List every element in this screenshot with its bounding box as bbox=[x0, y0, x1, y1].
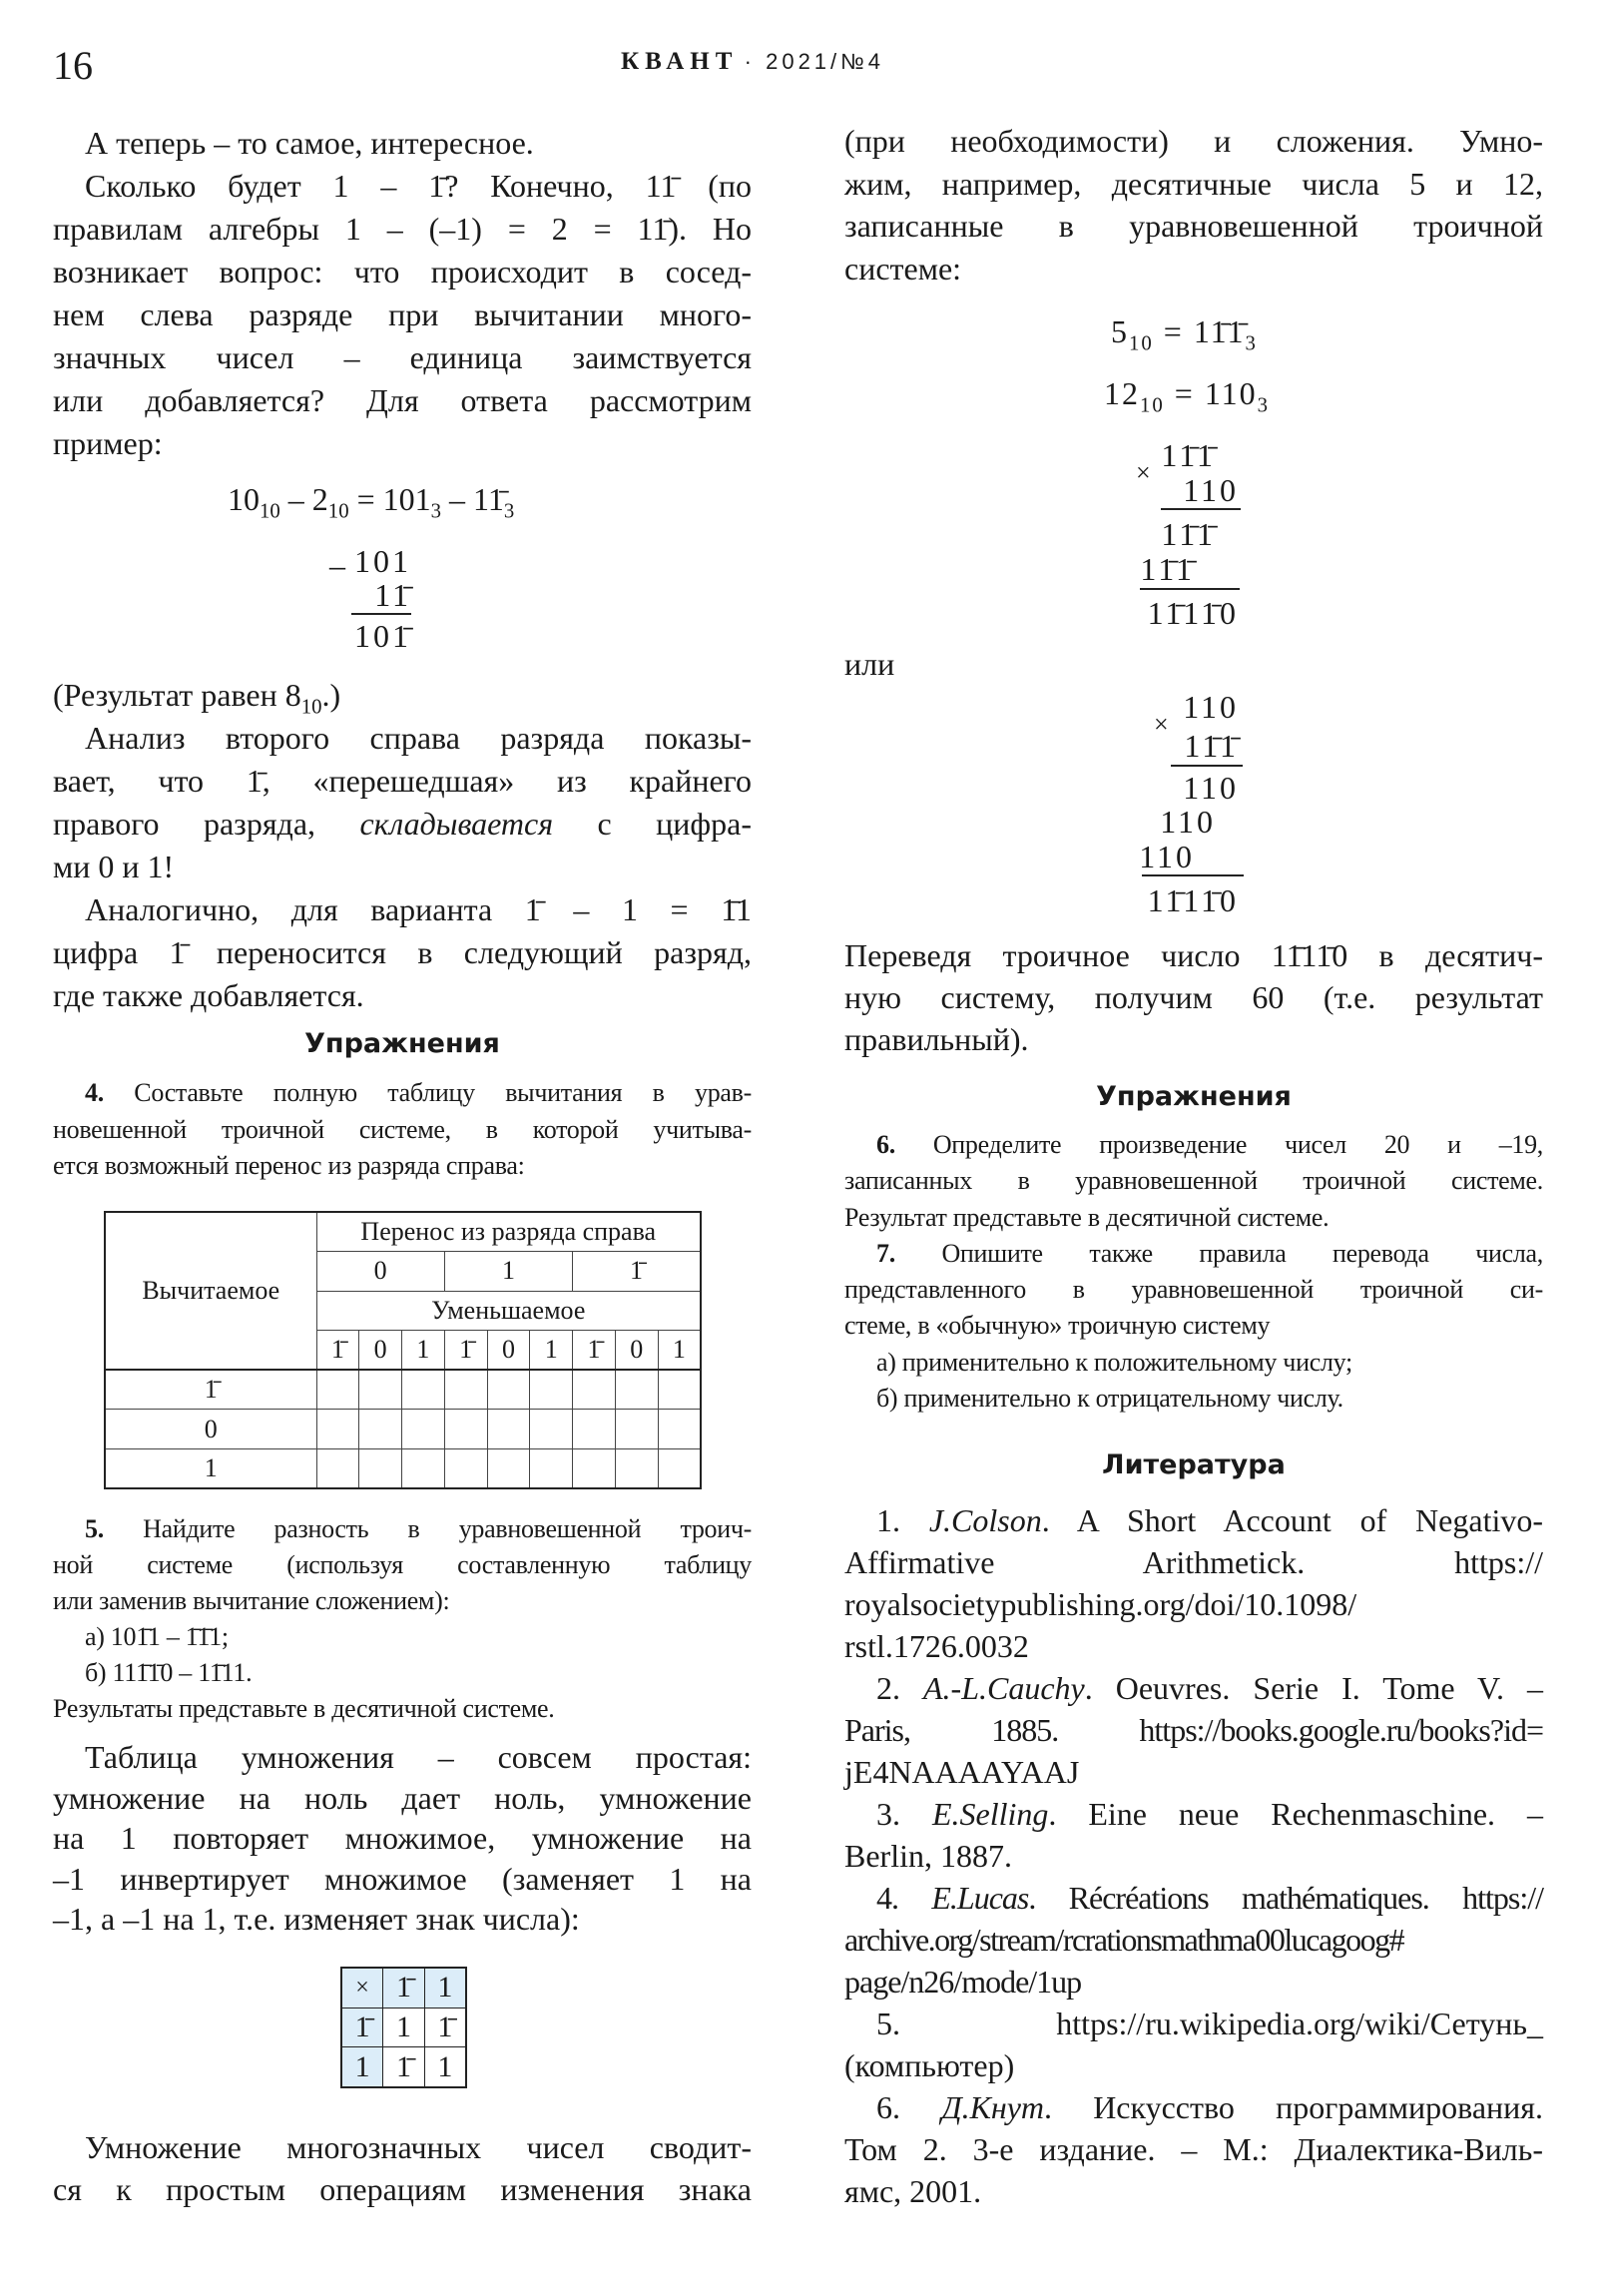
text-segment: . Искусство программирования. bbox=[1044, 2089, 1544, 2125]
text-line: ется возможный перенос из разряда справа: bbox=[53, 1151, 525, 1180]
text-line bbox=[844, 1236, 1543, 1272]
empty-cell bbox=[487, 1410, 530, 1448]
text-segment: с цифра- bbox=[553, 806, 753, 842]
text-line: ной системе (используя составленную таблицу bbox=[53, 1550, 752, 1579]
issue-number: · 2021/№4 bbox=[744, 49, 884, 74]
text-line: или добавляется? Для ответа рассмотрим bbox=[53, 382, 752, 418]
product-cell: 1 bbox=[424, 2047, 466, 2087]
minuend-value: 1 bbox=[658, 1330, 701, 1370]
text-segment: . Récréations mathématiques. https:// bbox=[1028, 1880, 1544, 1916]
text-line: на 1 повторяет множимое, умножение на bbox=[53, 1820, 752, 1856]
ref-link[interactable]: jE4NAAAAYAAJ bbox=[844, 1754, 1080, 1790]
text-line: ми 0 и 1! bbox=[53, 849, 175, 884]
difference-row: 101̄ bbox=[354, 618, 411, 654]
text-line: Переведя троичное число 11̄11̄0 в десятич- bbox=[844, 937, 1543, 973]
or-text: или bbox=[844, 646, 895, 682]
ref-author: A.-L.Cauchy bbox=[923, 1670, 1085, 1706]
minuend-value: 1̄ bbox=[444, 1330, 487, 1370]
ref-number: 6. bbox=[876, 2089, 942, 2125]
text-line bbox=[844, 1127, 1543, 1163]
ref-link[interactable]: archive.org/stream/rcrationsmathma00lucagoog# bbox=[844, 1922, 1404, 1958]
exercise-number: 4. bbox=[85, 1078, 104, 1107]
minuend-value: 1̄ bbox=[316, 1330, 359, 1370]
times-sign: × bbox=[1136, 458, 1154, 487]
empty-cell bbox=[359, 1448, 402, 1488]
reference-item bbox=[844, 2003, 1543, 2044]
minuend-header: Уменьшаемое bbox=[316, 1291, 701, 1330]
eq-subscript: 10 bbox=[327, 499, 349, 523]
ref-link[interactable]: page/n26/mode/1up bbox=[844, 1964, 1082, 2000]
text-line: представленного в уравновешенной троичной си- bbox=[844, 1275, 1543, 1305]
subtrahend-value: 1 bbox=[105, 1448, 316, 1488]
times-symbol: × bbox=[341, 1968, 383, 2008]
text-line: Результат представьте в десятичной системе. bbox=[844, 1202, 1330, 1232]
text-segment: . Oeuvres. Serie I. Tome V. – bbox=[1084, 1670, 1544, 1706]
empty-cell bbox=[615, 1448, 658, 1488]
text-line bbox=[53, 1511, 752, 1547]
multiplication-paragraph bbox=[53, 2126, 752, 2210]
result-subscript: 10 bbox=[300, 695, 322, 719]
eq-subscript: 3 bbox=[1257, 393, 1271, 417]
running-header bbox=[621, 48, 884, 76]
ref-author: Д.Кнут bbox=[941, 2089, 1044, 2125]
exercise-5 bbox=[53, 1511, 752, 1727]
text-line: Анализ второго справа разряда показы- bbox=[85, 720, 752, 756]
reference-item bbox=[844, 1667, 1543, 1709]
multiplier-row: 110 bbox=[1183, 472, 1239, 508]
text-line: ся к простым операциям изменения знака bbox=[53, 2171, 752, 2207]
times-sign: × bbox=[1154, 710, 1172, 739]
product-row: 11̄11̄0 bbox=[1147, 882, 1239, 918]
text-line: б) 111̄1̄0 – 11̄11. bbox=[85, 1658, 253, 1687]
equation-subtraction bbox=[228, 481, 515, 523]
ref-link[interactable]: (компьютер) bbox=[844, 2047, 1015, 2083]
empty-cell bbox=[615, 1370, 658, 1410]
text-segment: . Eine neue Rechenmaschine. – bbox=[1048, 1796, 1544, 1832]
empty-cell bbox=[402, 1410, 445, 1448]
carry-value: 1 bbox=[444, 1252, 572, 1291]
subtrahend-value: 1̄ bbox=[105, 1370, 316, 1410]
text-line: стеме, в «обычную» троичную систему bbox=[844, 1311, 1271, 1341]
text-line: цифра 1̄ переносится в следующий разряд, bbox=[53, 934, 752, 970]
text-line: б) применительно к отрицательному числу. bbox=[876, 1384, 1343, 1414]
result-text: .) bbox=[321, 677, 341, 713]
empty-cell bbox=[573, 1448, 616, 1488]
multiplication-rule bbox=[1171, 765, 1243, 767]
eq-subscript: 3 bbox=[503, 499, 515, 523]
text-line: Таблица умножения – совсем простая: bbox=[85, 1739, 752, 1775]
text-line: значных чисел – единица заимствуется bbox=[53, 339, 752, 375]
empty-cell bbox=[444, 1410, 487, 1448]
minuend-value: 0 bbox=[487, 1330, 530, 1370]
eq-part: 10 bbox=[228, 481, 260, 517]
text-line: Результаты представьте в десятичной системе. bbox=[53, 1694, 555, 1723]
text-line: нем слева разряде при вычитании много- bbox=[53, 296, 752, 332]
minuend-value: 0 bbox=[359, 1330, 402, 1370]
reference-item bbox=[844, 1877, 1543, 1919]
text-line: Berlin, 1887. bbox=[844, 1838, 1012, 1874]
minuend-value: 1̄ bbox=[573, 1330, 616, 1370]
subtrahend-header: Вычитаемое bbox=[105, 1212, 316, 1370]
text-line: –1, а –1 на 1, т.е. изменяет знак числа): bbox=[53, 1901, 580, 1937]
subtrahend-value: 0 bbox=[105, 1410, 316, 1448]
multiplication-rule bbox=[1142, 874, 1244, 876]
text-line: Том 2. 3-е издание. – М.: Диалектика-Виль- bbox=[844, 2131, 1543, 2167]
text-line: Affirmative Arithmetick. https:// bbox=[844, 1544, 1543, 1580]
empty-cell bbox=[444, 1370, 487, 1410]
multiplier-row: 11̄1̄ bbox=[1184, 728, 1239, 764]
product-cell: 1 bbox=[383, 2008, 425, 2047]
partial-product-row: 110 bbox=[1139, 839, 1195, 874]
page-number: 16 bbox=[53, 43, 93, 88]
empty-cell bbox=[573, 1370, 616, 1410]
reference-item bbox=[844, 2086, 1543, 2128]
ref-number: 2. bbox=[876, 1670, 923, 1706]
text-line: (при необходимости) и сложения. Умно- bbox=[844, 123, 1543, 159]
empty-cell bbox=[402, 1370, 445, 1410]
journal-name: КВАНТ bbox=[621, 48, 739, 75]
product-cell: 1̄ bbox=[383, 2047, 425, 2087]
eq-part: – 2 bbox=[279, 481, 328, 517]
text-line: или заменив вычитание сложением): bbox=[53, 1586, 450, 1615]
section-heading-exercises: Упражнения bbox=[1096, 1081, 1292, 1112]
subtraction-rule bbox=[351, 613, 411, 615]
ref-link[interactable]: rstl.1726.0032 bbox=[844, 1628, 1029, 1664]
reference-item bbox=[844, 1499, 1543, 1541]
empty-cell bbox=[487, 1370, 530, 1410]
eq-subscript: 10 bbox=[260, 499, 280, 523]
left-paragraphs-2 bbox=[53, 674, 752, 1017]
result-text: (Результат равен 8 bbox=[53, 677, 301, 713]
text-line: умножение на ноль дает ноль, умножение bbox=[53, 1779, 752, 1816]
text-line bbox=[53, 674, 752, 717]
ref-link[interactable]: Paris, 1885. https://books.google.ru/books?id= bbox=[844, 1712, 1543, 1748]
carry-value: 1̄ bbox=[573, 1252, 701, 1291]
product-cell: 1̄ bbox=[424, 2008, 466, 2047]
eq-part: 5 bbox=[1111, 313, 1129, 349]
text-line: вает, что 1̄, «перешедшая» из крайнего bbox=[53, 763, 752, 799]
empty-cell bbox=[573, 1410, 616, 1448]
eq-subscript: 3 bbox=[430, 499, 442, 523]
text-line: Аналогично, для варианта 1̄ – 1 = 1̄1 bbox=[85, 891, 752, 927]
eq-subscript: 10 bbox=[1129, 331, 1154, 355]
empty-cell bbox=[359, 1370, 402, 1410]
multiplication-intro bbox=[53, 1737, 752, 1940]
empty-cell bbox=[530, 1410, 573, 1448]
partial-product-row: 11̄1̄ bbox=[1140, 551, 1195, 587]
empty-cell bbox=[658, 1370, 701, 1410]
empty-cell bbox=[658, 1448, 701, 1488]
eq-part: – 11̄ bbox=[441, 481, 504, 517]
minuend-value: 1 bbox=[402, 1330, 445, 1370]
text-line: –1 инвертирует множимое (заменяет 1 на bbox=[53, 1860, 752, 1897]
text-line: А теперь – то самое, интересное. bbox=[85, 125, 534, 161]
text-segment: . A Short Account of Negativo- bbox=[1041, 1502, 1544, 1538]
text-line: записанных в уравновешенной троичной системе. bbox=[844, 1166, 1543, 1196]
text-line: новешенной троичной системе, в которой учитыва- bbox=[53, 1114, 752, 1144]
empty-cell bbox=[530, 1448, 573, 1488]
empty-cell bbox=[316, 1410, 359, 1448]
references-list bbox=[844, 1499, 1543, 2212]
text-line: жим, например, десятичные числа 5 и 12, bbox=[844, 165, 1543, 202]
minus-sign: – bbox=[329, 547, 348, 583]
table-row bbox=[105, 1410, 701, 1448]
ref-number: 4. bbox=[876, 1880, 932, 1916]
text-line: правилам алгебры 1 – (–1) = 2 = 11̄). Но bbox=[53, 211, 752, 247]
multiplication-rule bbox=[1140, 588, 1240, 590]
carry-value: 0 bbox=[316, 1252, 444, 1291]
minuend-value: 0 bbox=[615, 1330, 658, 1370]
exercises-6-7 bbox=[844, 1127, 1543, 1417]
section-heading-literature: Литература bbox=[1102, 1449, 1286, 1480]
ref-number: 5. bbox=[876, 2006, 1057, 2041]
empty-cell bbox=[316, 1448, 359, 1488]
text-line: а) 101̄1 – 1̄1̄1; bbox=[85, 1622, 229, 1651]
text-line: ную систему, получим 60 (т.е. результат bbox=[844, 979, 1543, 1015]
eq-part: = 101 bbox=[348, 481, 431, 517]
ref-link[interactable]: royalsocietypublishing.org/doi/10.1098/ bbox=[844, 1586, 1357, 1622]
empty-cell bbox=[444, 1448, 487, 1488]
reference-item bbox=[844, 1793, 1543, 1835]
minuend-row: 101 bbox=[354, 543, 411, 579]
text-line: возникает вопрос: что происходит в сосед- bbox=[53, 254, 752, 289]
row-header-cell: 1 bbox=[341, 2047, 383, 2087]
empty-cell bbox=[359, 1410, 402, 1448]
text-segment: Составьте полную таблицу вычитания в урав- bbox=[103, 1078, 752, 1107]
equation-twelve bbox=[1104, 375, 1271, 417]
ref-number: 1. bbox=[876, 1502, 929, 1538]
carry-header: Перенос из разряда справа bbox=[316, 1212, 701, 1252]
empty-cell bbox=[487, 1448, 530, 1488]
exercise-number: 7. bbox=[876, 1238, 895, 1268]
text-line: правильный). bbox=[844, 1021, 1029, 1057]
right-paragraph-1 bbox=[844, 120, 1543, 289]
multiplicand-row: 110 bbox=[1183, 689, 1239, 725]
right-paragraph-2 bbox=[844, 934, 1543, 1060]
text-segment: Найдите разность в уравновешенной троич- bbox=[103, 1514, 752, 1543]
ref-author: E.Lucas bbox=[931, 1880, 1029, 1916]
text-line: Сколько будет 1 – 1̄? Конечно, 11̄ (по bbox=[85, 168, 752, 204]
text-line: Умножение многозначных чисел сводит- bbox=[85, 2129, 752, 2165]
empty-cell bbox=[316, 1370, 359, 1410]
multiplicand-row: 11̄1̄ bbox=[1161, 437, 1216, 473]
minuend-value: 1 bbox=[530, 1330, 573, 1370]
eq-subscript: 10 bbox=[1140, 393, 1165, 417]
empty-cell bbox=[530, 1370, 573, 1410]
italic-text: складывается bbox=[359, 806, 554, 842]
text-line: записанные в уравновешенной троичной bbox=[844, 208, 1543, 244]
exercise-number: 6. bbox=[876, 1130, 895, 1159]
ref-number: 3. bbox=[876, 1796, 932, 1832]
ref-author: J.Colson bbox=[928, 1502, 1042, 1538]
exercise-number: 5. bbox=[85, 1514, 104, 1543]
eq-part: 12 bbox=[1104, 375, 1140, 411]
table-row bbox=[105, 1370, 701, 1410]
subtraction-table bbox=[104, 1211, 702, 1489]
partial-product-row: 11̄1̄ bbox=[1161, 516, 1216, 552]
text-line: системе: bbox=[844, 250, 962, 287]
ref-author: E.Selling bbox=[931, 1796, 1049, 1832]
ref-link[interactable]: https://ru.wikipedia.org/wiki/Сетунь_ bbox=[1056, 2006, 1543, 2041]
section-heading-exercises: Упражнения bbox=[304, 1028, 500, 1059]
multiplication-table bbox=[340, 1967, 467, 2088]
text-segment: правого разряда, bbox=[53, 806, 360, 842]
multiplication-rule bbox=[1161, 508, 1241, 510]
eq-part: = 110 bbox=[1164, 375, 1258, 411]
empty-cell bbox=[658, 1410, 701, 1448]
eq-part: = 11̄1̄ bbox=[1153, 313, 1246, 349]
text-line: где также добавляется. bbox=[53, 977, 364, 1013]
partial-product-row: 110 bbox=[1183, 770, 1239, 806]
table-row bbox=[105, 1448, 701, 1488]
empty-cell bbox=[402, 1448, 445, 1488]
subtrahend-row: 11̄ bbox=[374, 577, 411, 613]
empty-cell bbox=[615, 1410, 658, 1448]
header-cell: 1 bbox=[424, 1968, 466, 2008]
eq-subscript: 3 bbox=[1245, 331, 1258, 355]
text-segment: Опишите также правила перевода числа, bbox=[894, 1238, 1543, 1268]
row-header-cell: 1̄ bbox=[341, 2008, 383, 2047]
header-cell: 1̄ bbox=[383, 1968, 425, 2008]
text-segment: Определите произведение чисел 20 и –19, bbox=[894, 1130, 1543, 1159]
text-line: пример: bbox=[53, 425, 163, 461]
equation-five bbox=[1111, 313, 1258, 355]
text-line bbox=[53, 803, 752, 846]
exercise-4 bbox=[53, 1075, 752, 1185]
left-paragraphs-1 bbox=[53, 122, 752, 465]
text-line: ямс, 2001. bbox=[844, 2173, 982, 2209]
text-line bbox=[53, 1075, 752, 1112]
product-row: 11̄11̄0 bbox=[1147, 595, 1239, 631]
text-line: а) применительно к положительному числу; bbox=[876, 1347, 1352, 1377]
partial-product-row: 110 bbox=[1160, 804, 1216, 840]
